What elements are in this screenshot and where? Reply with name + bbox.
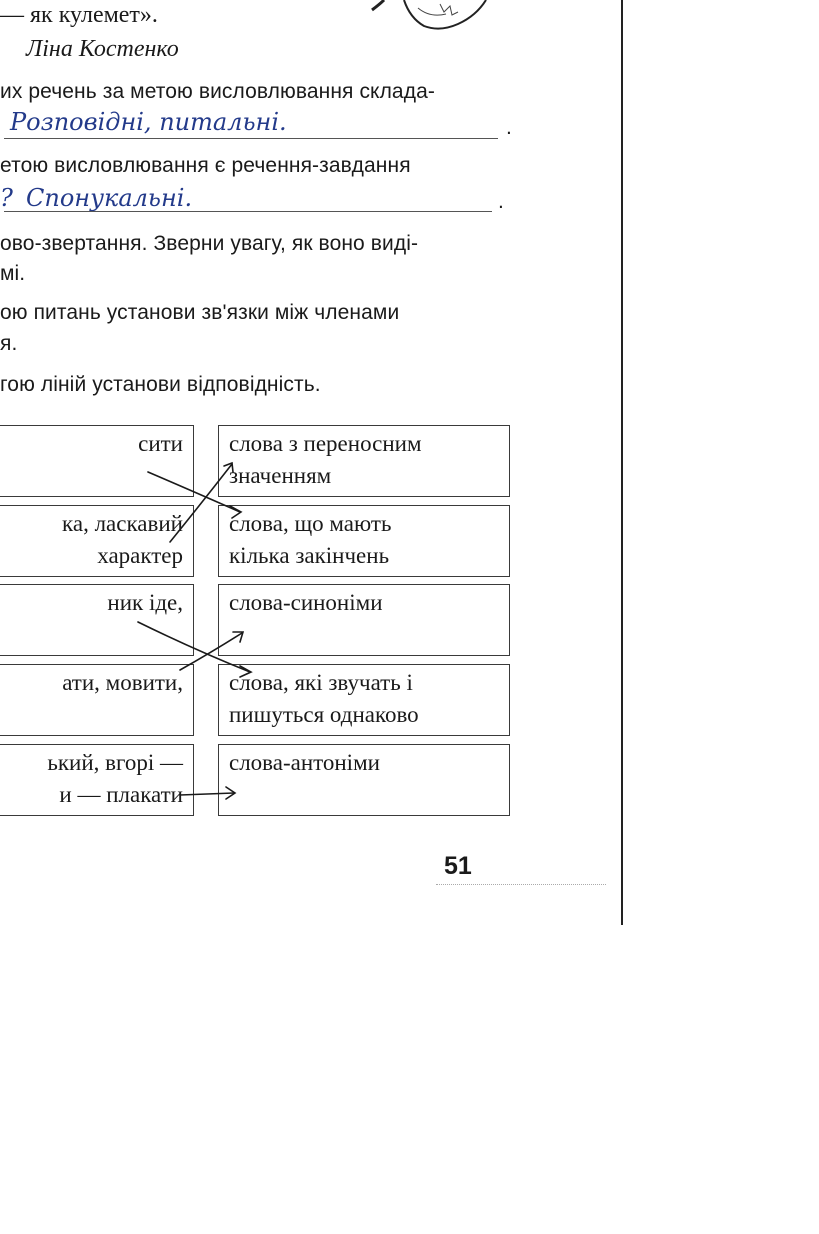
left-box-1-line1: сити [138,431,183,456]
right-box-2-line1: слова, що мають [229,511,392,536]
left-box-5-line2: и — плакати [59,782,183,807]
right-box-4-line2: пишуться однаково [229,702,419,727]
page-edge-rule [621,0,623,925]
task4-text-line1: ою питань установи зв'язки між членами [0,301,400,324]
right-box-1-line1: слова з переносним [229,431,422,456]
left-box-2-line1: ка, ласкавий [62,511,183,536]
page-number-rule [436,884,606,885]
page-number: 51 [444,852,472,880]
left-box-2-line2: характер [97,543,183,568]
right-box-2-line2: кілька закінчень [229,543,390,568]
task1-answer: Розповідні, питальні. [10,108,287,136]
task2-text: етою висловлювання є речення-завдання [0,154,411,177]
right-box-3-line1: слова-синоніми [229,590,383,615]
task2-answer-prefix: ? [0,184,13,212]
poem-last-line: — як кулемет». [0,2,158,28]
right-box-1-line2: значенням [229,463,332,488]
arrow-row1-to-row2 [148,472,240,512]
task2-period: . [498,190,504,213]
arrowhead-row3 [240,666,251,677]
task1-period: . [506,116,512,139]
left-box-5-line1: ький, вгорі — [47,750,183,775]
arrow-row3-to-row4 [138,622,250,672]
task5-text: гою ліній установи відповідність. [0,373,321,396]
arrowhead-row1 [230,506,241,518]
left-box-3-line1: ник іде, [107,590,183,615]
task2-answer: Спонукальні. [26,184,193,212]
arrow-row5 [180,793,234,795]
task3-text-line1: ово-звертання. Зверни увагу, як воно виді- [0,232,419,255]
right-box-5-line1: слова-антоніми [229,750,380,775]
poem-author: Ліна Костенко [26,36,179,62]
task4-text-line2: я. [0,332,18,355]
arrow-row2-to-row1 [170,464,232,542]
task3-text-line2: мі. [0,262,26,285]
left-box-4-line1: ати, мовити, [62,670,183,695]
task1-text: их речень за метою висловлювання склада- [0,80,435,103]
right-box-4-line1: слова, які звучать і [229,670,413,695]
